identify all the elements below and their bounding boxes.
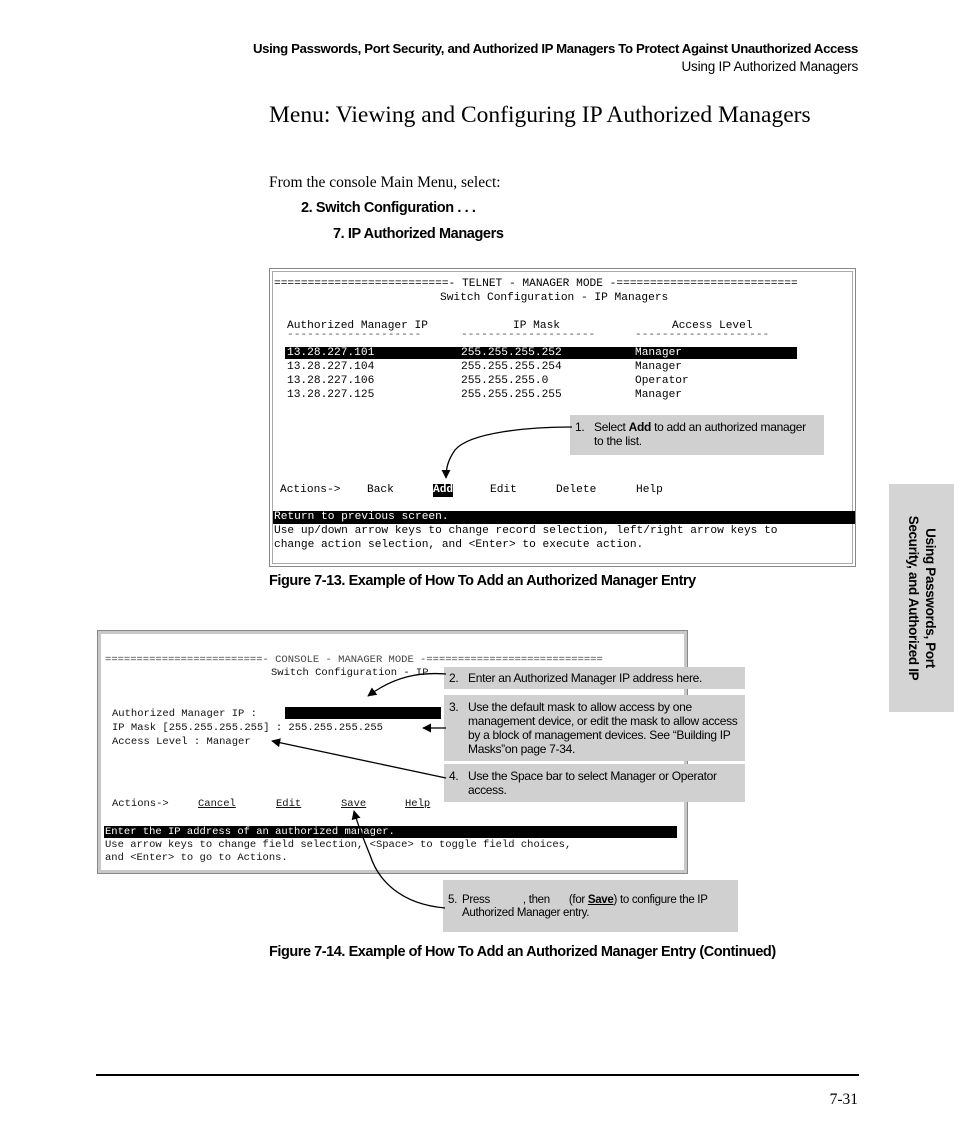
callout-number: 3. — [449, 700, 459, 714]
row-level: Manager — [635, 389, 682, 401]
menu-step-ip-authorized-managers: 7. IP Authorized Managers — [333, 226, 504, 242]
page-number: 7-31 — [829, 1091, 858, 1108]
help-line-1: Use arrow keys to change field selection, <Space> to toggle field choices, — [105, 839, 572, 851]
callout-number: 2. — [449, 671, 459, 685]
row-mask: 255.255.255.254 — [461, 361, 562, 373]
row-ip: 13.28.227.106 — [287, 375, 375, 387]
action-help[interactable]: Help — [405, 798, 431, 810]
help-line-1: Use up/down arrow keys to change record selection, left/right arrow keys to — [274, 525, 778, 537]
help-line-2: and <Enter> to go to Actions. — [105, 852, 288, 864]
actions-label: Actions-> — [112, 798, 169, 810]
action-delete[interactable]: Delete — [556, 484, 597, 496]
chapter-side-tab — [889, 484, 954, 712]
column-rule-mask: -------------------- — [461, 329, 596, 341]
screen-banner: ==========================- TELNET - MANAGER MODE -=========================== — [274, 278, 798, 290]
action-edit[interactable]: Edit — [490, 484, 517, 496]
mask-field[interactable]: IP Mask [255.255.255.255] : 255.255.255.255 — [112, 722, 383, 734]
column-rule-ip: -------------------- — [287, 329, 422, 341]
callout-ip-mask: 3. Use the default mask to allow access by one management device, or edit the mask to allow access by a block of management devices. See “Building IP Masks”on page 7-34. — [444, 695, 745, 761]
column-header-mask: IP Mask — [513, 320, 560, 332]
row-level: Manager — [635, 361, 682, 373]
callout-save: 5. Press , then (for Save) to configure the IP Authorized Manager entry. — [443, 880, 738, 932]
screen-banner: =========================- CONSOLE - MANAGER MODE -============================ — [105, 654, 603, 666]
figure-caption-7-14: Figure 7-14. Example of How To Add an Authorized Manager Entry (Continued) — [269, 944, 776, 960]
footer-rule — [96, 1074, 859, 1076]
action-edit[interactable]: Edit — [276, 798, 302, 810]
callout-number: 5. — [448, 894, 457, 906]
row-ip: 13.28.227.125 — [287, 389, 375, 401]
row-ip: 13.28.227.104 — [287, 361, 375, 373]
column-header-ip: Authorized Manager IP — [287, 320, 428, 332]
action-save[interactable]: Save — [341, 798, 367, 810]
running-header-chapter: Using Passwords, Port Security, and Authorized IP Managers To Protect Against Unauthorized Access — [252, 41, 858, 56]
action-help[interactable]: Help — [636, 484, 663, 496]
callout-access-level: 4. Use the Space bar to select Manager or Operator access. — [444, 764, 745, 802]
row-mask: 255.255.255.255 — [461, 389, 562, 401]
running-header-section: Using IP Authorized Managers — [681, 59, 858, 74]
side-tab-line-1: Using Passwords, Port — [922, 528, 938, 668]
screen-subtitle: Switch Configuration - IP Managers — [440, 292, 669, 304]
column-header-level: Access Level — [672, 320, 753, 332]
actions-label: Actions-> — [280, 484, 341, 496]
status-text: Enter the IP address of an authorized manager. — [105, 826, 395, 838]
figure-caption-7-13: Figure 7-13. Example of How To Add an Authorized Manager Entry — [269, 573, 696, 589]
row-ip: 13.28.227.101 — [287, 347, 375, 359]
action-cancel[interactable]: Cancel — [198, 798, 236, 810]
row-level: Operator — [635, 375, 689, 387]
action-add[interactable]: Add — [433, 484, 454, 496]
row-mask: 255.255.255.252 — [461, 347, 562, 359]
callout-add: 1. Select Add to add an authorized manager to the list. — [570, 415, 824, 455]
row-level: Manager — [635, 347, 682, 359]
callout-number: 1. — [575, 420, 585, 434]
action-back[interactable]: Back — [367, 484, 394, 496]
status-text: Return to previous screen. — [274, 511, 449, 523]
callout-enter-ip: 2. Enter an Authorized Manager IP address here. — [444, 667, 745, 689]
ip-field-label: Authorized Manager IP : — [112, 708, 257, 720]
screen-subtitle: Switch Configuration - IP — [271, 667, 429, 679]
menu-step-switch-configuration: 2. Switch Configuration . . . — [301, 200, 476, 216]
column-rule-level: -------------------- — [635, 329, 770, 341]
side-tab-line-2: Security, and Authorized IP — [905, 515, 921, 681]
section-title: Menu: Viewing and Configuring IP Authorized Managers — [269, 102, 811, 128]
ip-address-input[interactable] — [285, 707, 441, 719]
row-mask: 255.255.255.0 — [461, 375, 549, 387]
callout-number: 4. — [449, 769, 459, 783]
intro-text: From the console Main Menu, select: — [269, 174, 501, 191]
help-line-2: change action selection, and <Enter> to execute action. — [274, 539, 644, 551]
access-level-field[interactable]: Access Level : Manager — [112, 736, 251, 748]
